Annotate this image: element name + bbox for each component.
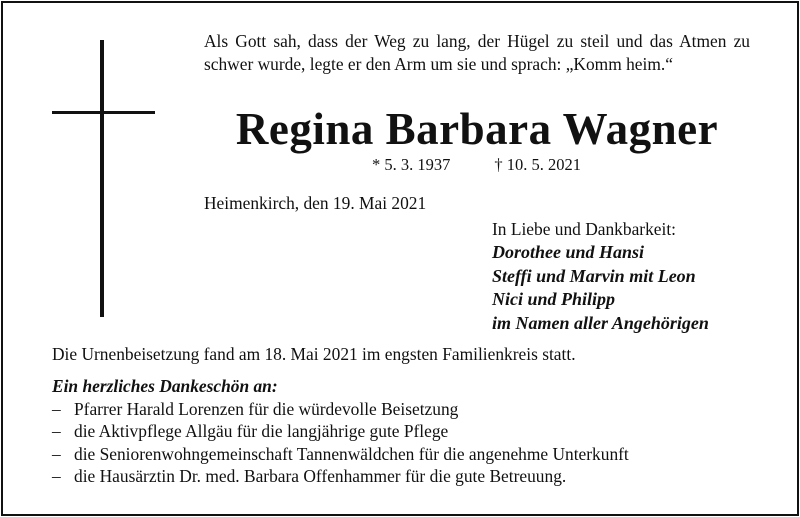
place-and-date: Heimenkirch, den 19. Mai 2021 — [204, 193, 427, 213]
thanks-item — [52, 443, 629, 465]
dash-bullet: – — [52, 466, 61, 487]
cross-vertical-bar — [100, 40, 104, 317]
thanks-item-text: die Seniorenwohngemeinschaft Tannenwäldchen für die angenehme Unterkunft — [74, 443, 629, 464]
deceased-name: Regina Barbara Wagner — [235, 104, 719, 154]
mourner-item: Nici und Philipp — [492, 289, 616, 309]
mourner-item: Dorothee und Hansi — [492, 242, 645, 262]
memorial-verse: Als Gott sah, dass der Weg zu lang, der Hügel zu steil und das Atmen zu schwer wurde, legte er den Arm um sie und sprach: „Komm heim.“ — [204, 31, 750, 74]
death-date: † 10. 5. 2021 — [494, 155, 581, 174]
thanks-item-text: Pfarrer Harald Lorenzen für die würdevolle Beisetzung — [74, 399, 459, 419]
thanks-item — [52, 465, 629, 487]
thanks-heading: Ein herzliches Dankeschön an: — [52, 376, 278, 396]
mourner-item: im Namen aller Angehörigen — [492, 312, 709, 333]
thanks-list — [52, 398, 629, 488]
cross-horizontal-bar — [52, 111, 155, 114]
mourner-item: Steffi und Marvin mit Leon — [492, 265, 696, 286]
thanks-item-text: die Hausärztin Dr. med. Barbara Offenhammer für die gute Betreuung. — [74, 466, 567, 487]
thanks-item — [52, 420, 629, 442]
thanks-item — [52, 398, 629, 420]
dash-bullet: – — [52, 421, 61, 442]
dash-bullet: – — [52, 443, 61, 464]
thanks-item-text: die Aktivpflege Allgäu für die langjährige gute Pflege — [74, 421, 449, 442]
birth-date: * 5. 3. 1937 — [372, 155, 451, 174]
life-dates — [372, 154, 581, 176]
mourners-heading: In Liebe und Dankbarkeit: — [492, 219, 676, 239]
dash-bullet: – — [52, 399, 61, 419]
mourners-list — [492, 241, 709, 335]
burial-note: Die Urnenbeisetzung fand am 18. Mai 2021 im engsten Familienkreis statt. — [52, 344, 576, 364]
